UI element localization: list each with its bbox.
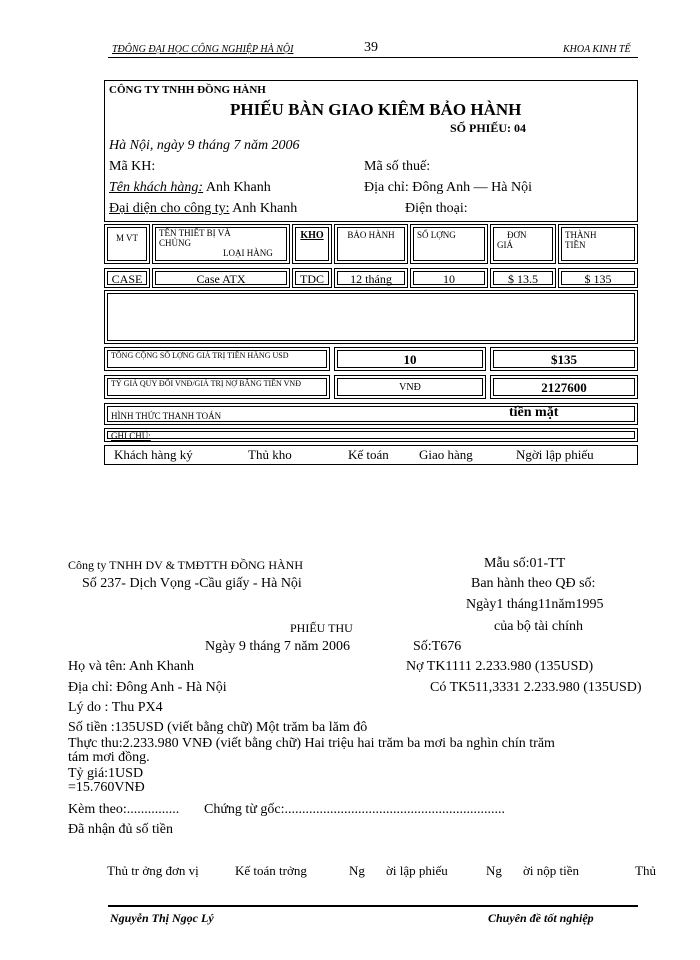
col-header-total: THÀNH TIỀN (558, 224, 638, 264)
debit-account: Nợ TK1111 2.233.980 (135USD) (406, 659, 594, 674)
customer-name-row (109, 180, 271, 196)
receipt-date: Ngày 9 tháng 7 năm 2006 (205, 639, 351, 654)
phone-label: Điện thoại: (405, 201, 468, 216)
note-row (104, 428, 638, 442)
form-number: Mẫu số:01-TT (484, 556, 566, 571)
exchange-rate-1: Tỷ giá:1USD (68, 766, 144, 781)
page-number: 39 (364, 40, 378, 55)
sig-accountant: Kế toán (348, 447, 389, 462)
row-qty: 10 (410, 268, 488, 288)
sig-customer: Khách hàng ký (114, 447, 193, 462)
credit-account: Có TK511,3331 2.233.980 (135USD) (430, 680, 642, 695)
receipt-title: PHIẾU THU (290, 621, 353, 635)
address-value: Đông Anh — Hà Nội (412, 180, 532, 195)
sig-storekeeper: Thủ kho (248, 447, 292, 462)
payment-row (104, 403, 638, 425)
sig-preparer-a: Ng (349, 863, 365, 878)
exchange-rate-2: =15.760VNĐ (68, 780, 145, 795)
sig-payer-a: Ng (486, 863, 502, 878)
footer-rule (108, 905, 638, 907)
sig-preparer: Ngời lập phiếu (516, 447, 594, 462)
address-label: Địa chỉ: (364, 180, 409, 195)
blank-items-area (104, 290, 638, 344)
header-rule (108, 57, 638, 58)
ministry: của bộ tài chính (494, 619, 584, 634)
sum-qty-cell: 10 (334, 347, 486, 371)
col-header-qty: SỐ LỢNG (410, 224, 488, 264)
receipt-address: Số 237- Dịch Vọng -Cầu giấy - Hà Nội (82, 576, 302, 591)
col-header-kho: KHO (292, 224, 332, 264)
customer-name-value: Anh Khanh (205, 180, 271, 195)
customer-code-label: Mã KH: (109, 159, 156, 174)
payment-value: tiền mặt (509, 405, 559, 420)
sig-preparer-b: ời lập phiếu (386, 863, 448, 878)
payer-name: Họ và tên: Anh Khanh (68, 659, 194, 674)
col-header-name: TÊN THIẾT BỊ VÀ CHỦNG LOẠI HÀNG (152, 224, 290, 264)
attachments: Kèm theo:............... (68, 802, 180, 817)
actual-amount-1: Thực thu:2.233.980 VNĐ (viết bằng chữ) Hai triệu hai trăm ba mơi ba nghìn chín trăm (68, 736, 555, 751)
amount: Số tiền :135USD (viết bằng chữ) Một trăm ba lăm đô (68, 720, 368, 735)
payment-label: HÌNH THỨC THANH TOÁN (111, 411, 222, 421)
reason: Lý do : Thu PX4 (68, 700, 163, 715)
header-left: TĐÔNG ĐẠI HỌC CÔNG NGHIỆP HÀ NỘI (112, 44, 294, 55)
payer-address: Địa chỉ: Đông Anh - Hà Nội (68, 680, 227, 695)
receipt-number: Số:T676 (413, 639, 462, 654)
col-header-mvt: M VT (104, 224, 150, 264)
warranty-title: PHIẾU BÀN GIAO KIÊM BẢO HÀNH (230, 100, 522, 119)
sum-label-cell: TỔNG CỘNG SỐ LỢNG GIÁ TRỊ TIỀN HÀNG USD (104, 347, 330, 371)
representative-value: Anh Khanh (232, 201, 298, 216)
representative-label: Đại diện cho công ty: (109, 201, 230, 216)
footer-author: Nguyễn Thị Ngọc Lý (110, 911, 214, 925)
actual-amount-2: tám mơi đồng. (68, 750, 150, 765)
row-total: $ 135 (558, 268, 638, 288)
footer-thesis: Chuyên đề tốt nghiệp (488, 911, 594, 925)
row-kho: TDC (292, 268, 332, 288)
sig-delivery: Giao hàng (419, 447, 473, 462)
representative-row (109, 201, 297, 217)
address-row (364, 180, 532, 196)
source-voucher: Chứng từ gốc:............................................................... (204, 802, 506, 817)
row-name: Case ATX (152, 268, 290, 288)
row-price: $ 13.5 (490, 268, 556, 288)
receipt-company: Công ty TNHH DV & TMĐTTH ĐỒNG HÀNH (68, 558, 304, 572)
sig-cashier: Thủ (635, 863, 656, 878)
sig-payer-b: ời nộp tiền (523, 863, 579, 878)
tax-code-label: Mã số thuế: (364, 159, 431, 174)
rate-label-cell: TỶ GIÁ QUY ĐỔI VNĐ/GIÁ TRỊ NỢ BẰNG TIỀN VNĐ (104, 375, 330, 399)
rate-unit-cell: VNĐ (334, 375, 486, 399)
sum-value-cell: $135 (490, 347, 638, 371)
col-header-warranty: BẢO HÀNH (334, 224, 408, 264)
sig-chief-accountant: Kế toán trởng (235, 863, 307, 878)
issued-date: Ngày1 tháng11năm1995 (466, 597, 604, 612)
slip-number: SỐ PHIẾU: 04 (450, 121, 527, 135)
warranty-company: CÔNG TY TNHH ĐỒNG HÀNH (109, 84, 266, 96)
issued-by: Ban hành theo QĐ số: (471, 576, 596, 591)
row-warranty: 12 tháng (334, 268, 408, 288)
header-right: KHOA KINH TẾ (563, 44, 631, 55)
received-full: Đã nhận đủ số tiền (68, 822, 173, 837)
note-label: GHI CHÚ: (111, 431, 151, 441)
warranty-date: Hà Nội, ngày 9 tháng 7 năm 2006 (109, 138, 300, 153)
customer-name-label: Tên khách hàng: (109, 180, 204, 195)
row-mvt: CASE (104, 268, 150, 288)
sig-unit-head: Thủ tr ởng đơn vị (107, 863, 199, 878)
rate-value-cell: 2127600 (490, 375, 638, 399)
col-header-price: ĐƠN GIÁ (490, 224, 556, 264)
